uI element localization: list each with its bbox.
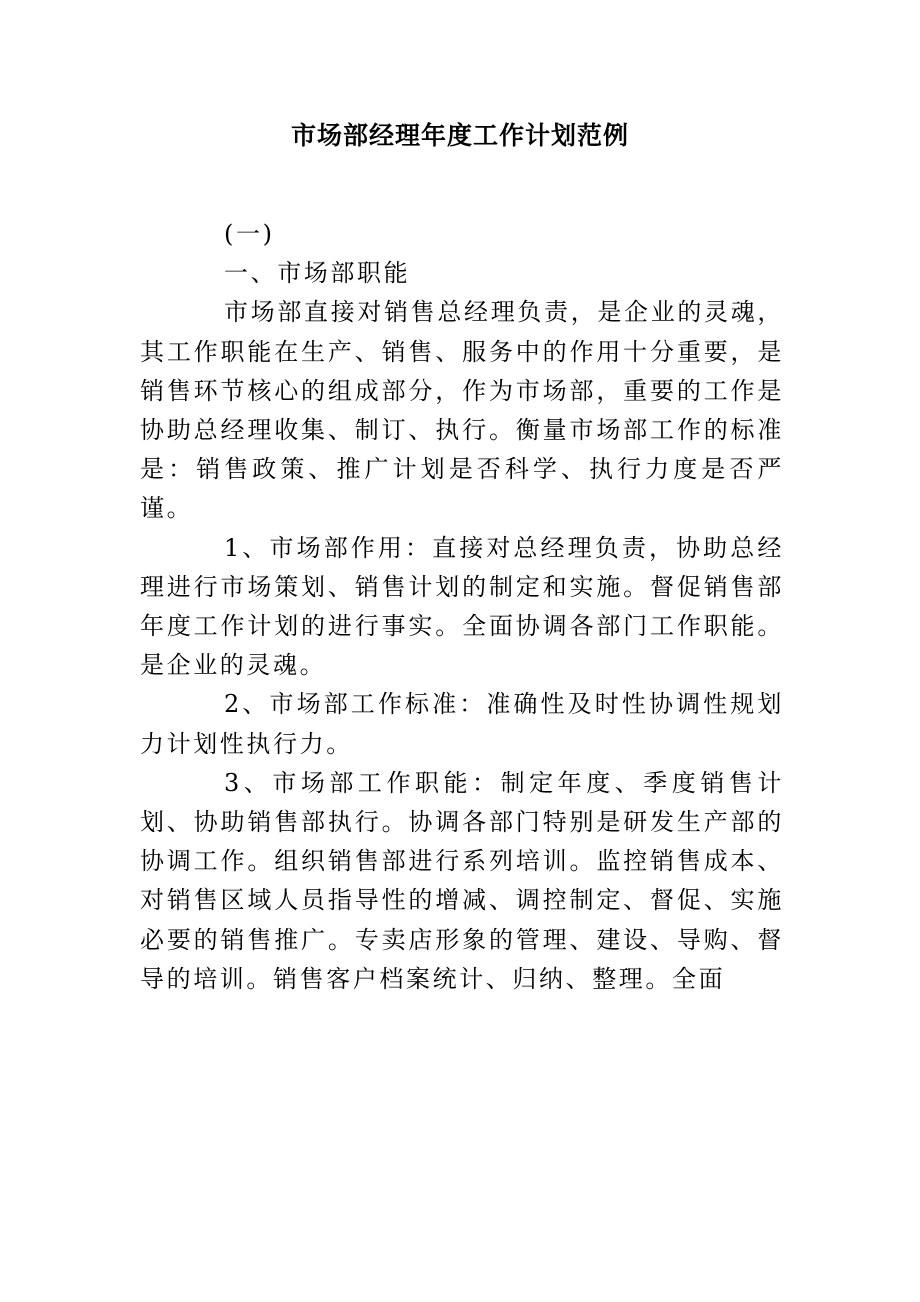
document-body (140, 215, 784, 999)
section-number: (一) (224, 220, 275, 248)
paragraph-item-2-standards: 2、市场部工作标准：准确性及时性协调性规划力计划性执行力。 (140, 690, 784, 758)
document-title: 市场部经理年度工作计划范例 (290, 121, 629, 150)
paragraph-item-3-functions: 3、市场部工作职能：制定年度、季度销售计划、协助销售部执行。协调各部门特别是研发生产部的协调工作。组织销售部进行系列培训。监控销售成本、对销售区域人员指导性的增减、调控制定、督促、实施必要的销售推广。专卖店形象的管理、建设、导购、督导的培训。销售客户档案统计、归纳、整理。全面 (140, 768, 784, 993)
section-heading-market-functions: 一、市场部职能 (224, 259, 411, 288)
paragraph-item-1-role: 1、市场部作用：直接对总经理负责，协助总经理进行市场策划、销售计划的制定和实施。督促销售部年度工作计划的进行事实。全面协调各部门工作职能。是企业的灵魂。 (140, 533, 784, 680)
paragraph-intro: 市场部直接对销售总经理负责，是企业的灵魂，其工作职能在生产、销售、服务中的作用十分重要，是销售环节核心的组成部分，作为市场部，重要的工作是协助总经理收集、制订、执行。衡量市场部工作的标准是：销售政策、推广计划是否科学、执行力度是否严谨。 (140, 298, 784, 523)
